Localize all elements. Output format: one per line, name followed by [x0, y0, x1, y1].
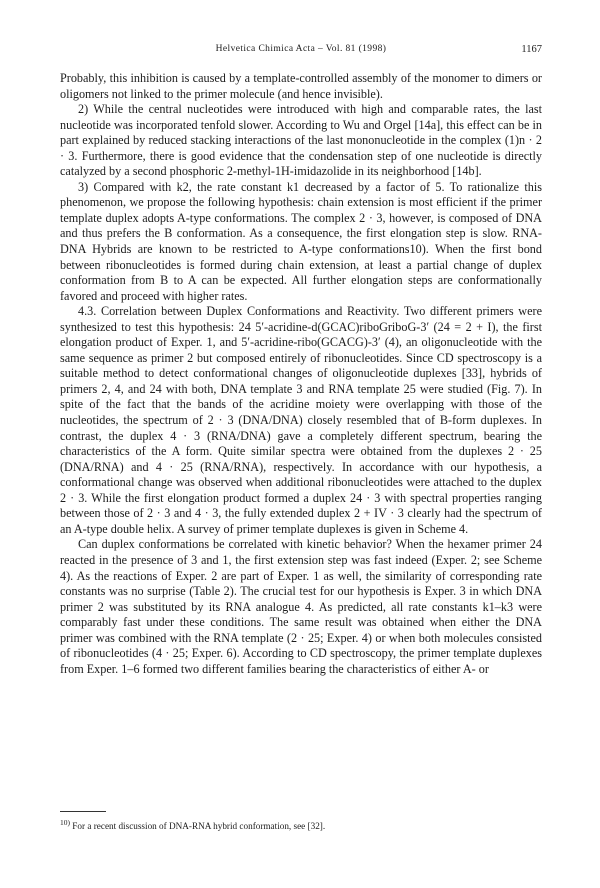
footnote-rule — [60, 811, 106, 812]
running-header — [60, 44, 542, 60]
paragraph-5: Can duplex conformations be correlated with kinetic behavior? When the hexamer primer 24 reacted in the presence of 3 and 1, the first extension step was fast indeed (Exper. 2; see Scheme 4). As the reactions of Exper. 2 are part of Exper. 1 as well, the similarity of corresponding rate constants was no surprise (Table 2). The crucial test for our hypothesis is Exper. 3 in which DNA primer 2 was substituted by its RNA analogue 4. As predicted, all rate constants k1–k3 were comparably fast under these conditions. The same result was obtained when either the DNA primer was combined with the RNA template (2 · 25; Exper. 4) or when both molecules consisted of ribonucleotides (4 · 25; Exper. 6). According to CD spectroscopy, the primer template duplexes from Exper. 1–6 formed two different families bearing the characteristics of either A- or — [60, 537, 542, 676]
page-number: 1167 — [521, 44, 542, 55]
paragraph-1: Probably, this inhibition is caused by a template-controlled assembly of the monomer to dimers or oligomers not linked to the primer molecule (and hence invisible). — [60, 71, 542, 101]
paragraph-3: 3) Compared with k2, the rate constant k1 decreased by a factor of 5. To rationalize this phenomenon, we propose the following hypothesis: chain extension is most efficient if the primer template duplex adopts A-type conformations. The complex 2 · 3, however, is composed of DNA and thus prefers the B conformation. As a consequence, the first elongation step is slow. RNA-DNA Hybrids are known to be restricted to A-type conformations10). When the first bond between ribonucleotides is formed during chain extension, at least a partial change of duplex conformation from B to A can be expected. All further elongation steps are conformationally favored and proceed with higher rates. — [60, 179, 542, 303]
body-text — [60, 71, 542, 677]
paper-page — [60, 44, 542, 677]
footnote-text: For a recent discussion of DNA-RNA hybrid conformation, see [32]. — [72, 821, 326, 831]
footnote — [60, 817, 542, 832]
paragraph-2: 2) While the central nucleotides were introduced with high and comparable rates, the last nucleotide was incorporated tenfold slower. According to Wu and Orgel [14a], this effect can be in part explained by reduced stacking interactions of the last mononucleotide in the complex (1)n · 2 · 3. Furthermore, there is good evidence that the condensation step of one nucleotide is directly catalyzed by a second phosphoric 2-methyl-1H-imidazolide in its neighborhood [14b]. — [60, 102, 542, 179]
running-title: Helvetica Chimica Acta – Vol. 81 (1998) — [215, 44, 387, 54]
footnote-marker: 10) — [60, 817, 70, 827]
paragraph-4: 4.3. Correlation between Duplex Conformations and Reactivity. Two different primers were synthesized to test this hypothesis: 24 5′-acridine-d(GCAC)riboGriboG-3′ (24 = 2 + I), the first elongation product of Exper. 1, and 5′-acridine-ribo(GCACG)-3′ (4), an oligonucleotide with the same sequence as primer 2 but composed entirely of ribonucleotides. Since CD spectroscopy is a suitable method to detect conformational changes of oligonucleotide duplexes [33], hybrids of primers 2, 4, and 24 with both, DNA template 3 and RNA template 25 were studied (Fig. 7). In spite of the fact that the bands of the acridine moiety were overlapping with those of the nucleotides, the spectrum of 2 · 3 (DNA/DNA) closely resembled that of B-form duplexes. In contrast, the duplex 4 · 3 (RNA/DNA) gave a completely different spectrum, bearing the characteristics of the A form. Quite similar spectra were obtained from the duplexes 2 · 25 (DNA/RNA) and 4 · 25 (RNA/RNA), respectively. In accordance with our hypothesis, a conformational change was observed when additional ribonucleotides were attached to the duplex 2 · 3. While the first elongation product formed a duplex 24 · 3 with spectral properties ranging between those of 2 · 3 and 4 · 3, the fully extended duplex 2 + IV · 3 clearly had the spectrum of an A-type double helix. A survey of primer template duplexes is given in Scheme 4. — [60, 304, 542, 536]
